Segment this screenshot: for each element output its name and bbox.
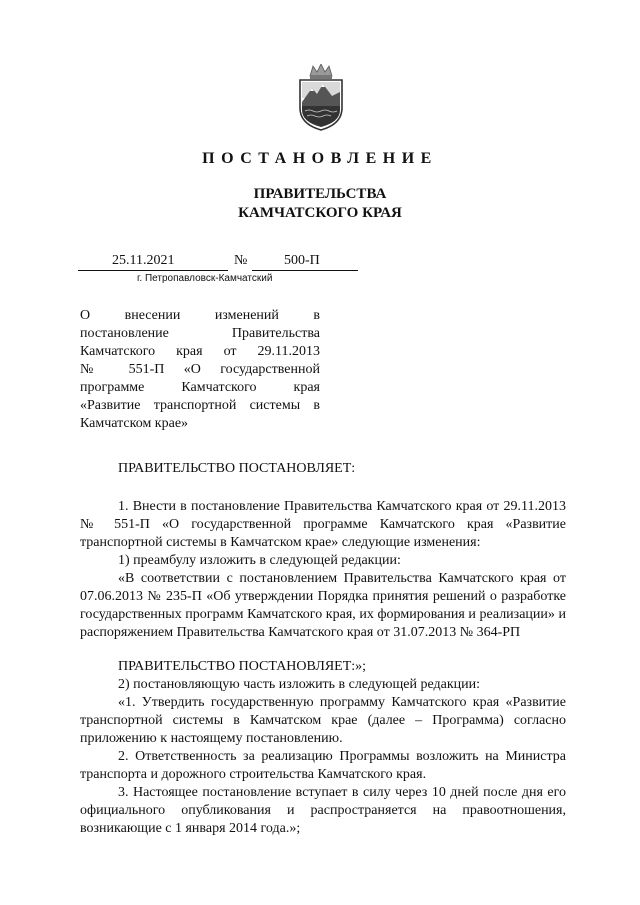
document-date-value: 25.11.2021: [112, 253, 175, 268]
number-underline: [252, 270, 358, 271]
decree-heading-quoted: ПРАВИТЕЛЬСТВО ПОСТАНОВЛЯЕТ:»;: [118, 659, 367, 674]
subject-line: Камчатского края от 29.11.2013: [80, 344, 320, 359]
body-paragraph: 3. Настоящее постановление вступает в силу через 10 дней после дня его официального опубликования и распространяется на правоотношения, возникающие с 1 января 2014 года.»;: [80, 785, 566, 836]
body-paragraph: 2) постановляющую часть изложить в следующей редакции:: [118, 677, 481, 692]
body-paragraph: «1. Утвердить государственную программу Камчатского края «Развитие транспортной системы в Камчатском крае (далее – Программа) согласно приложению к настоящему постановлению.: [80, 695, 566, 746]
document-date: [112, 252, 174, 270]
issue-place: г. Петропавловск-Камчатский: [137, 273, 273, 284]
document-number-value: 500-П: [284, 253, 320, 268]
document-type-title: ПОСТАНОВЛЕНИЕ: [202, 150, 438, 167]
date-underline: [78, 270, 228, 271]
authority-line-1: ПРАВИТЕЛЬСТВА: [253, 186, 387, 202]
body-paragraph: 1. Внести в постановление Правительства Камчатского края от 29.11.2013 № 551-П «О государственной программе Камчатского края «Развитие транспортной системы в Камчатском крае» следующие изменения:: [80, 499, 566, 550]
authority-line-2: КАМЧАТСКОГО КРАЯ: [238, 205, 402, 221]
body-paragraph: 2. Ответственность за реализацию Программы возложить на Министра транспорта и дорожного строительства Камчатского края.: [80, 749, 566, 782]
decree-heading: ПРАВИТЕЛЬСТВО ПОСТАНОВЛЯЕТ:: [118, 461, 356, 476]
subject-line: О внесении изменений в: [80, 308, 320, 323]
issuing-authority: [0, 185, 640, 223]
subject-line: Камчатском крае»: [80, 416, 189, 431]
subject-line: «Развитие транспортной системы в: [80, 398, 320, 413]
subject-line: № 551-П «О государственной: [80, 362, 320, 377]
kamchatka-coat-of-arms-icon: [296, 64, 346, 132]
document-subject: [80, 307, 320, 433]
number-sign: №: [234, 253, 248, 268]
document-body: [80, 460, 566, 838]
body-paragraph: 1) преамбулу изложить в следующей редакции:: [118, 553, 401, 568]
subject-line: постановление Правительства: [80, 326, 320, 341]
body-paragraph: «В соответствии с постановлением Правительства Камчатского края от 07.06.2013 № 235-П «Об утверждении Порядка принятия решений о разработке государственных программ Камчатского края, их формирования и реализации» и распоряжением Правительства Камчатского края от 31.07.2013 № 364-РП: [80, 571, 566, 640]
document-number: [284, 252, 320, 270]
subject-line: программе Камчатского края: [80, 380, 320, 395]
